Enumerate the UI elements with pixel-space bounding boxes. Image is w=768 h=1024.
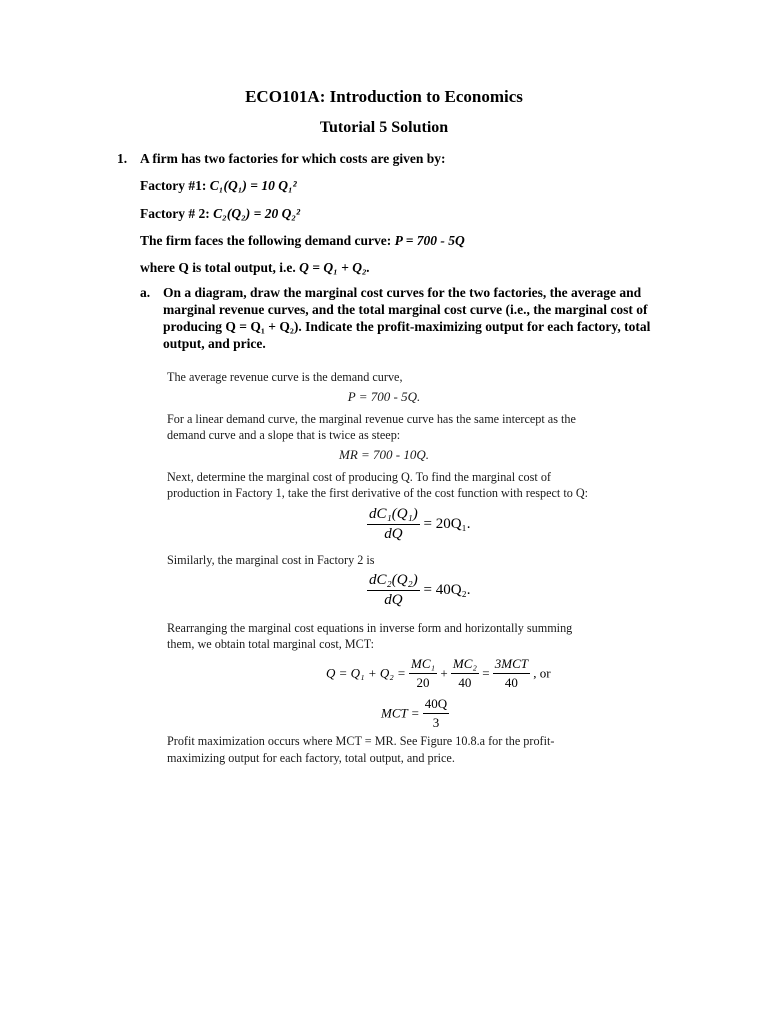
mct-denominator: 3	[432, 715, 440, 730]
factory2-line	[140, 206, 300, 222]
solution-line-profit-max-2: maximizing output for each factory, total output, and price.	[167, 751, 455, 765]
demand-text: The firm faces the following demand curve:	[140, 233, 395, 248]
part-a-line-2: marginal revenue curves, and the total marginal cost curve (i.e., the marginal cost of	[163, 302, 648, 317]
solution-line-factory-2: Similarly, the marginal cost in Factory 2 is	[167, 553, 375, 567]
factory1-label: Factory #1:	[140, 178, 210, 193]
sum-fraction-3-numerator: 3MCT	[493, 656, 530, 674]
equation-demand: P = 700 - 5Q.	[347, 389, 421, 404]
equation-mr: MR = 700 - 10Q.	[338, 447, 429, 462]
solution-line-average-revenue: The average revenue curve is the demand curve,	[167, 370, 403, 384]
part-a-line-3: producing Q = Q₁ + Q₂). Indicate the profit-maximizing output for each factory, total	[163, 319, 651, 334]
factory2-equation: C₂(Q₂) = 20 Q₂²	[213, 206, 301, 221]
solution-line-rearranging-2: them, we obtain total marginal cost, MCT:	[167, 637, 374, 651]
mct-fraction	[423, 696, 449, 731]
derivative-1-fraction	[367, 506, 420, 543]
horizontal-sum-equation	[326, 656, 551, 691]
question-intro: A firm has two factories for which costs are given by:	[140, 151, 446, 166]
solution-line-mr-2: demand curve and a slope that is twice as steep:	[167, 428, 401, 442]
demand-line	[140, 233, 465, 249]
sum-fraction-1-numerator: MC₁	[409, 656, 437, 674]
question-number: 1.	[117, 151, 128, 166]
total-output-equation: Q = Q₁ + Q₂.	[299, 260, 371, 275]
derivative-1-rhs: = 20Q₁.	[423, 516, 471, 532]
mct-numerator: 40Q	[423, 696, 449, 714]
sum-lhs: Q = Q₁ + Q₂ =	[326, 665, 406, 681]
solution-line-mr-1: For a linear demand curve, the marginal revenue curve has the same intercept as the	[167, 412, 576, 426]
total-output-line	[140, 260, 370, 276]
demand-equation: P = 700 - 5Q	[394, 233, 465, 248]
derivative-factory-2	[367, 572, 471, 609]
derivative-2-numerator: dC₂(Q₂)	[367, 572, 420, 591]
mct-lhs: MCT =	[381, 705, 420, 721]
solution-line-rearranging-1: Rearranging the marginal cost equations in inverse form and horizontally summing	[167, 621, 573, 635]
sum-equals: =	[482, 665, 490, 681]
tutorial-title: Tutorial 5 Solution	[319, 119, 449, 136]
sum-fraction-1-denominator: 20	[416, 675, 430, 690]
course-title: ECO101A: Introduction to Economics	[245, 87, 523, 106]
derivative-factory-1	[367, 506, 471, 543]
factory1-equation: C₁(Q₁) = 10 Q₁²	[209, 178, 297, 193]
sum-fraction-3	[493, 656, 530, 691]
derivative-1-denominator: dQ	[384, 526, 403, 542]
derivative-2-denominator: dQ	[384, 592, 403, 608]
sum-fraction-2-numerator: MC₂	[451, 656, 479, 674]
factory2-label: Factory # 2:	[140, 206, 214, 221]
derivative-1-numerator: dC₁(Q₁)	[367, 506, 420, 525]
sum-fraction-2-denominator: 40	[458, 675, 472, 690]
solution-line-mc-1: Next, determine the marginal cost of producing Q. To find the marginal cost of	[167, 470, 551, 484]
sum-fraction-2	[451, 656, 479, 691]
solution-line-mc-2: production in Factory 1, take the first derivative of the cost function with respect to Q:	[167, 486, 589, 500]
factory1-line	[140, 178, 297, 194]
total-mc-equation	[381, 696, 449, 731]
sum-plus: +	[440, 665, 448, 681]
sum-or: , or	[533, 665, 551, 681]
derivative-2-fraction	[367, 572, 420, 609]
solution-line-profit-max-1: Profit maximization occurs where MCT = MR. See Figure 10.8.a for the profit-	[167, 734, 555, 748]
part-a-label: a.	[140, 285, 151, 300]
sum-fraction-3-denominator: 40	[504, 675, 518, 690]
part-a-line-1: On a diagram, draw the marginal cost curves for the two factories, the average and	[163, 285, 642, 300]
total-output-text: where Q is total output, i.e.	[140, 260, 300, 275]
sum-fraction-1	[409, 656, 437, 691]
derivative-2-rhs: = 40Q₂.	[423, 582, 471, 598]
part-a-line-4: output, and price.	[163, 336, 266, 351]
